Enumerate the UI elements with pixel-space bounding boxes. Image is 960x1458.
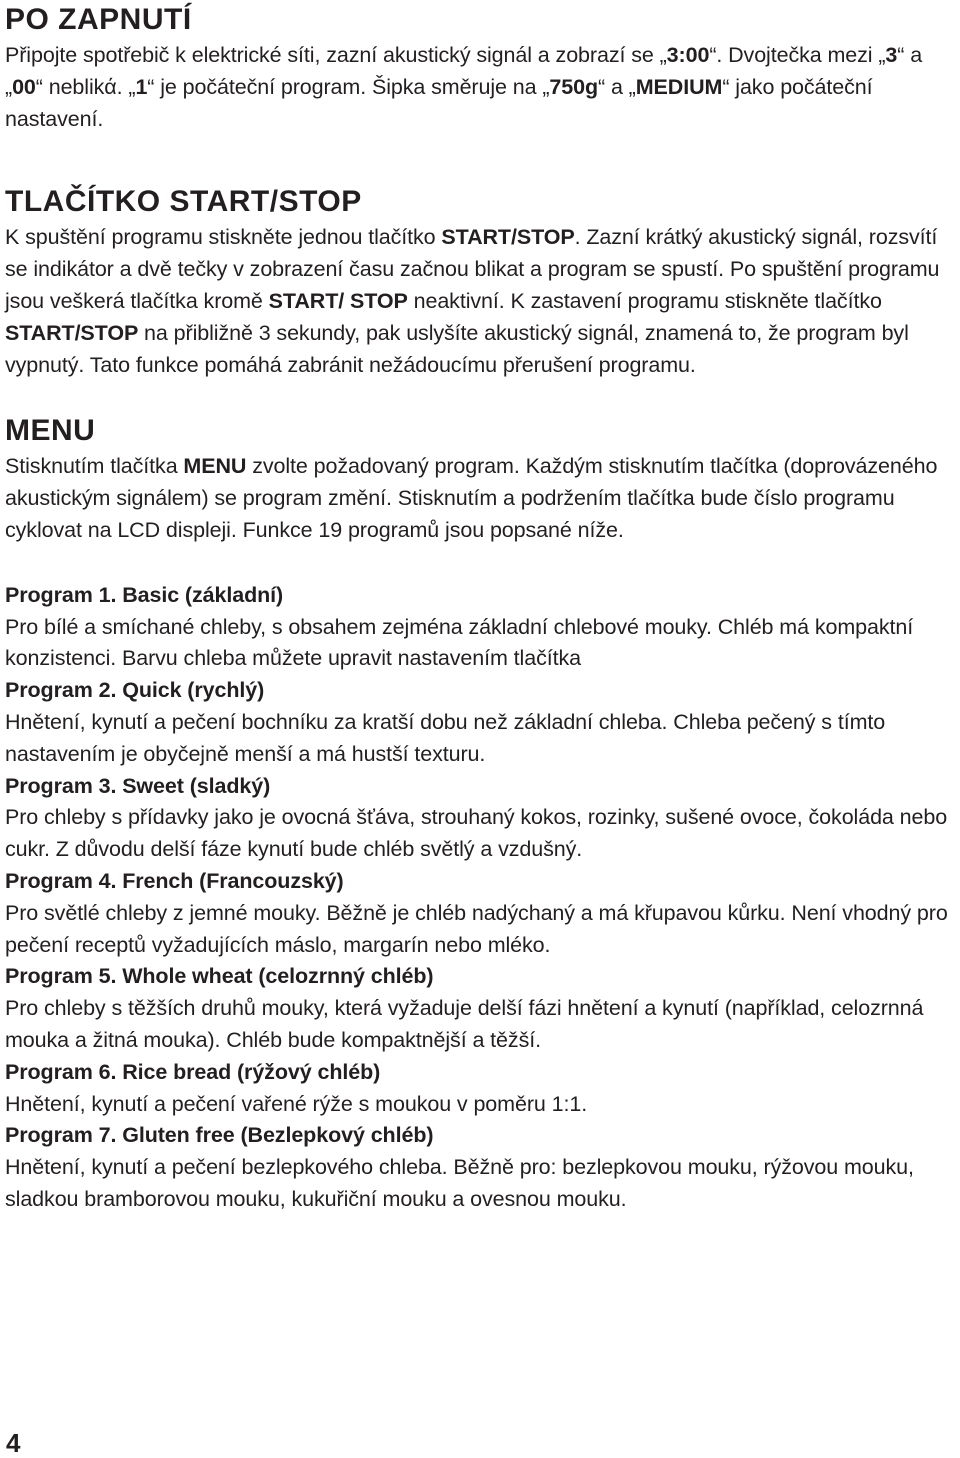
program-description: Pro chleby s těžších druhů mouky, která vyžaduje delší fázi hnětení a kynutí (například, celozrnná mouka a žitná mouka). Chléb bude kompaktnější a těžší.: [5, 996, 924, 1052]
text-run: . Zazní krátký akustický signál, rozsvítí se indikátor a dvě tečky v zobrazení času začnou blikat a program se spustí. Po spuštění programu jsou veškerá tlačítka kromě: [5, 225, 940, 313]
text-run: “ neblikά. „: [35, 74, 136, 99]
page-number: 4: [6, 1428, 21, 1458]
program-title: Program 4. French (Francouzský): [5, 868, 344, 893]
manual-page: [5, 0, 960, 1216]
heading-menu: MENU: [5, 414, 96, 448]
paragraph-po-zapnuti: [5, 40, 960, 135]
text-run: “ a „: [5, 43, 923, 99]
bold-run: 3:00: [666, 43, 710, 67]
text-run: “ a „: [598, 74, 636, 99]
text-run: na přibližně 3 sekundy, pak uslyšíte akustický signál, znamená to, že program byl vypnutý. Tato funkce pomáhá zabránit nežádoucímu přerušení programu.: [5, 320, 909, 377]
program-item: [5, 866, 960, 961]
text-run: K spuštění programu stiskněte jednou tlačítko: [5, 225, 442, 250]
text-run: Stisknutím tlačítka: [5, 454, 184, 479]
program-item: [5, 675, 960, 770]
program-item: [5, 580, 960, 675]
bold-run: START/STOP: [5, 320, 139, 345]
program-description: Pro světlé chleby z jemné mouky. Běžně je chléb nadýchaný a má křupavou kůrku. Není vhodný pro pečení receptů vyžadujících máslo, margarín nebo mléko.: [5, 900, 948, 957]
heading-po-zapnuti: PO ZAPNUTÍ: [5, 3, 192, 36]
text-run: “. Dvojtečka mezi „: [709, 43, 886, 67]
bold-run: MENU: [183, 454, 247, 479]
program-title: Program 2. Quick (rychlý): [5, 678, 265, 703]
program-description: Pro bílé a smíchané chleby, s obsahem zejména základní chlebové mouky. Chléb má kompaktní konzistenci. Barvu chleba můžete upravit nastavením tlačítka: [5, 614, 914, 671]
program-title: Program 7. Gluten free (Bezlepkový chléb): [5, 1123, 434, 1148]
program-item: [5, 1057, 960, 1121]
program-item: [5, 1120, 960, 1215]
bold-run: START/ STOP: [268, 288, 408, 313]
program-list: [5, 580, 960, 1216]
text-run: zvolte požadovaný program. Každým stisknutím tlačítka (doprovázeného akustickým signálem) se program změní. Stisknutím a podržením tlačítka bude číslo programu cyklovat na LCD displeji. Funkce 19 programů jsou popsané níže.: [5, 454, 938, 542]
bold-run: 1: [135, 74, 148, 99]
program-description: Hnětení, kynutí a pečení bezlepkového chleba. Běžně pro: bezlepkovou mouku, rýžovou mouku, sladkou bramborovou mouku, kukuřiční mouku a ovesnou mouku.: [5, 1155, 914, 1211]
program-description: Hnětení, kynutí a pečení vařené rýže s moukou v poměru 1:1.: [5, 1091, 588, 1116]
program-title: Program 6. Rice bread (rýžový chléb): [5, 1059, 381, 1084]
text-run: “ je počáteční program. Šipka směruje na „: [147, 74, 550, 99]
bold-run: START/STOP: [441, 225, 575, 250]
program-title: Program 3. Sweet (sladký): [5, 773, 271, 798]
heading-start-stop: TLAČÍTKO START/STOP: [5, 185, 362, 219]
bold-run: 00: [12, 74, 36, 99]
program-title: Program 1. Basic (základní): [5, 582, 284, 607]
program-item: [5, 771, 960, 866]
program-description: Pro chleby s přídavky jako je ovocná šťáva, strouhaný kokos, rozinky, sušené ovoce, čokoláda nebo cukr. Z důvodu delší fáze kynutí bude chléb světlý a vzdušný.: [5, 805, 948, 862]
bold-run: MEDIUM: [635, 74, 723, 99]
program-description: Hnětení, kynutí a pečení bochníku za kratší dobu než základní chleba. Chleba pečený s tímto nastavením je obyčejně menší a má hustší texturu.: [5, 709, 886, 766]
bold-run: 3: [885, 43, 898, 67]
text-run: Připojte spotřebič k elektrické síti, zazní akustický signál a zobrazí se „: [5, 43, 667, 67]
bold-run: 750g: [549, 74, 599, 99]
text-run: “ jako počáteční nastavení.: [5, 74, 873, 131]
paragraph-menu: [5, 451, 960, 546]
program-item: [5, 961, 960, 1056]
paragraph-start-stop: [5, 222, 960, 381]
program-title: Program 5. Whole wheat (celozrnný chléb): [5, 964, 434, 989]
text-run: neaktivní. K zastavení programu stiskněte tlačítko: [407, 288, 882, 313]
